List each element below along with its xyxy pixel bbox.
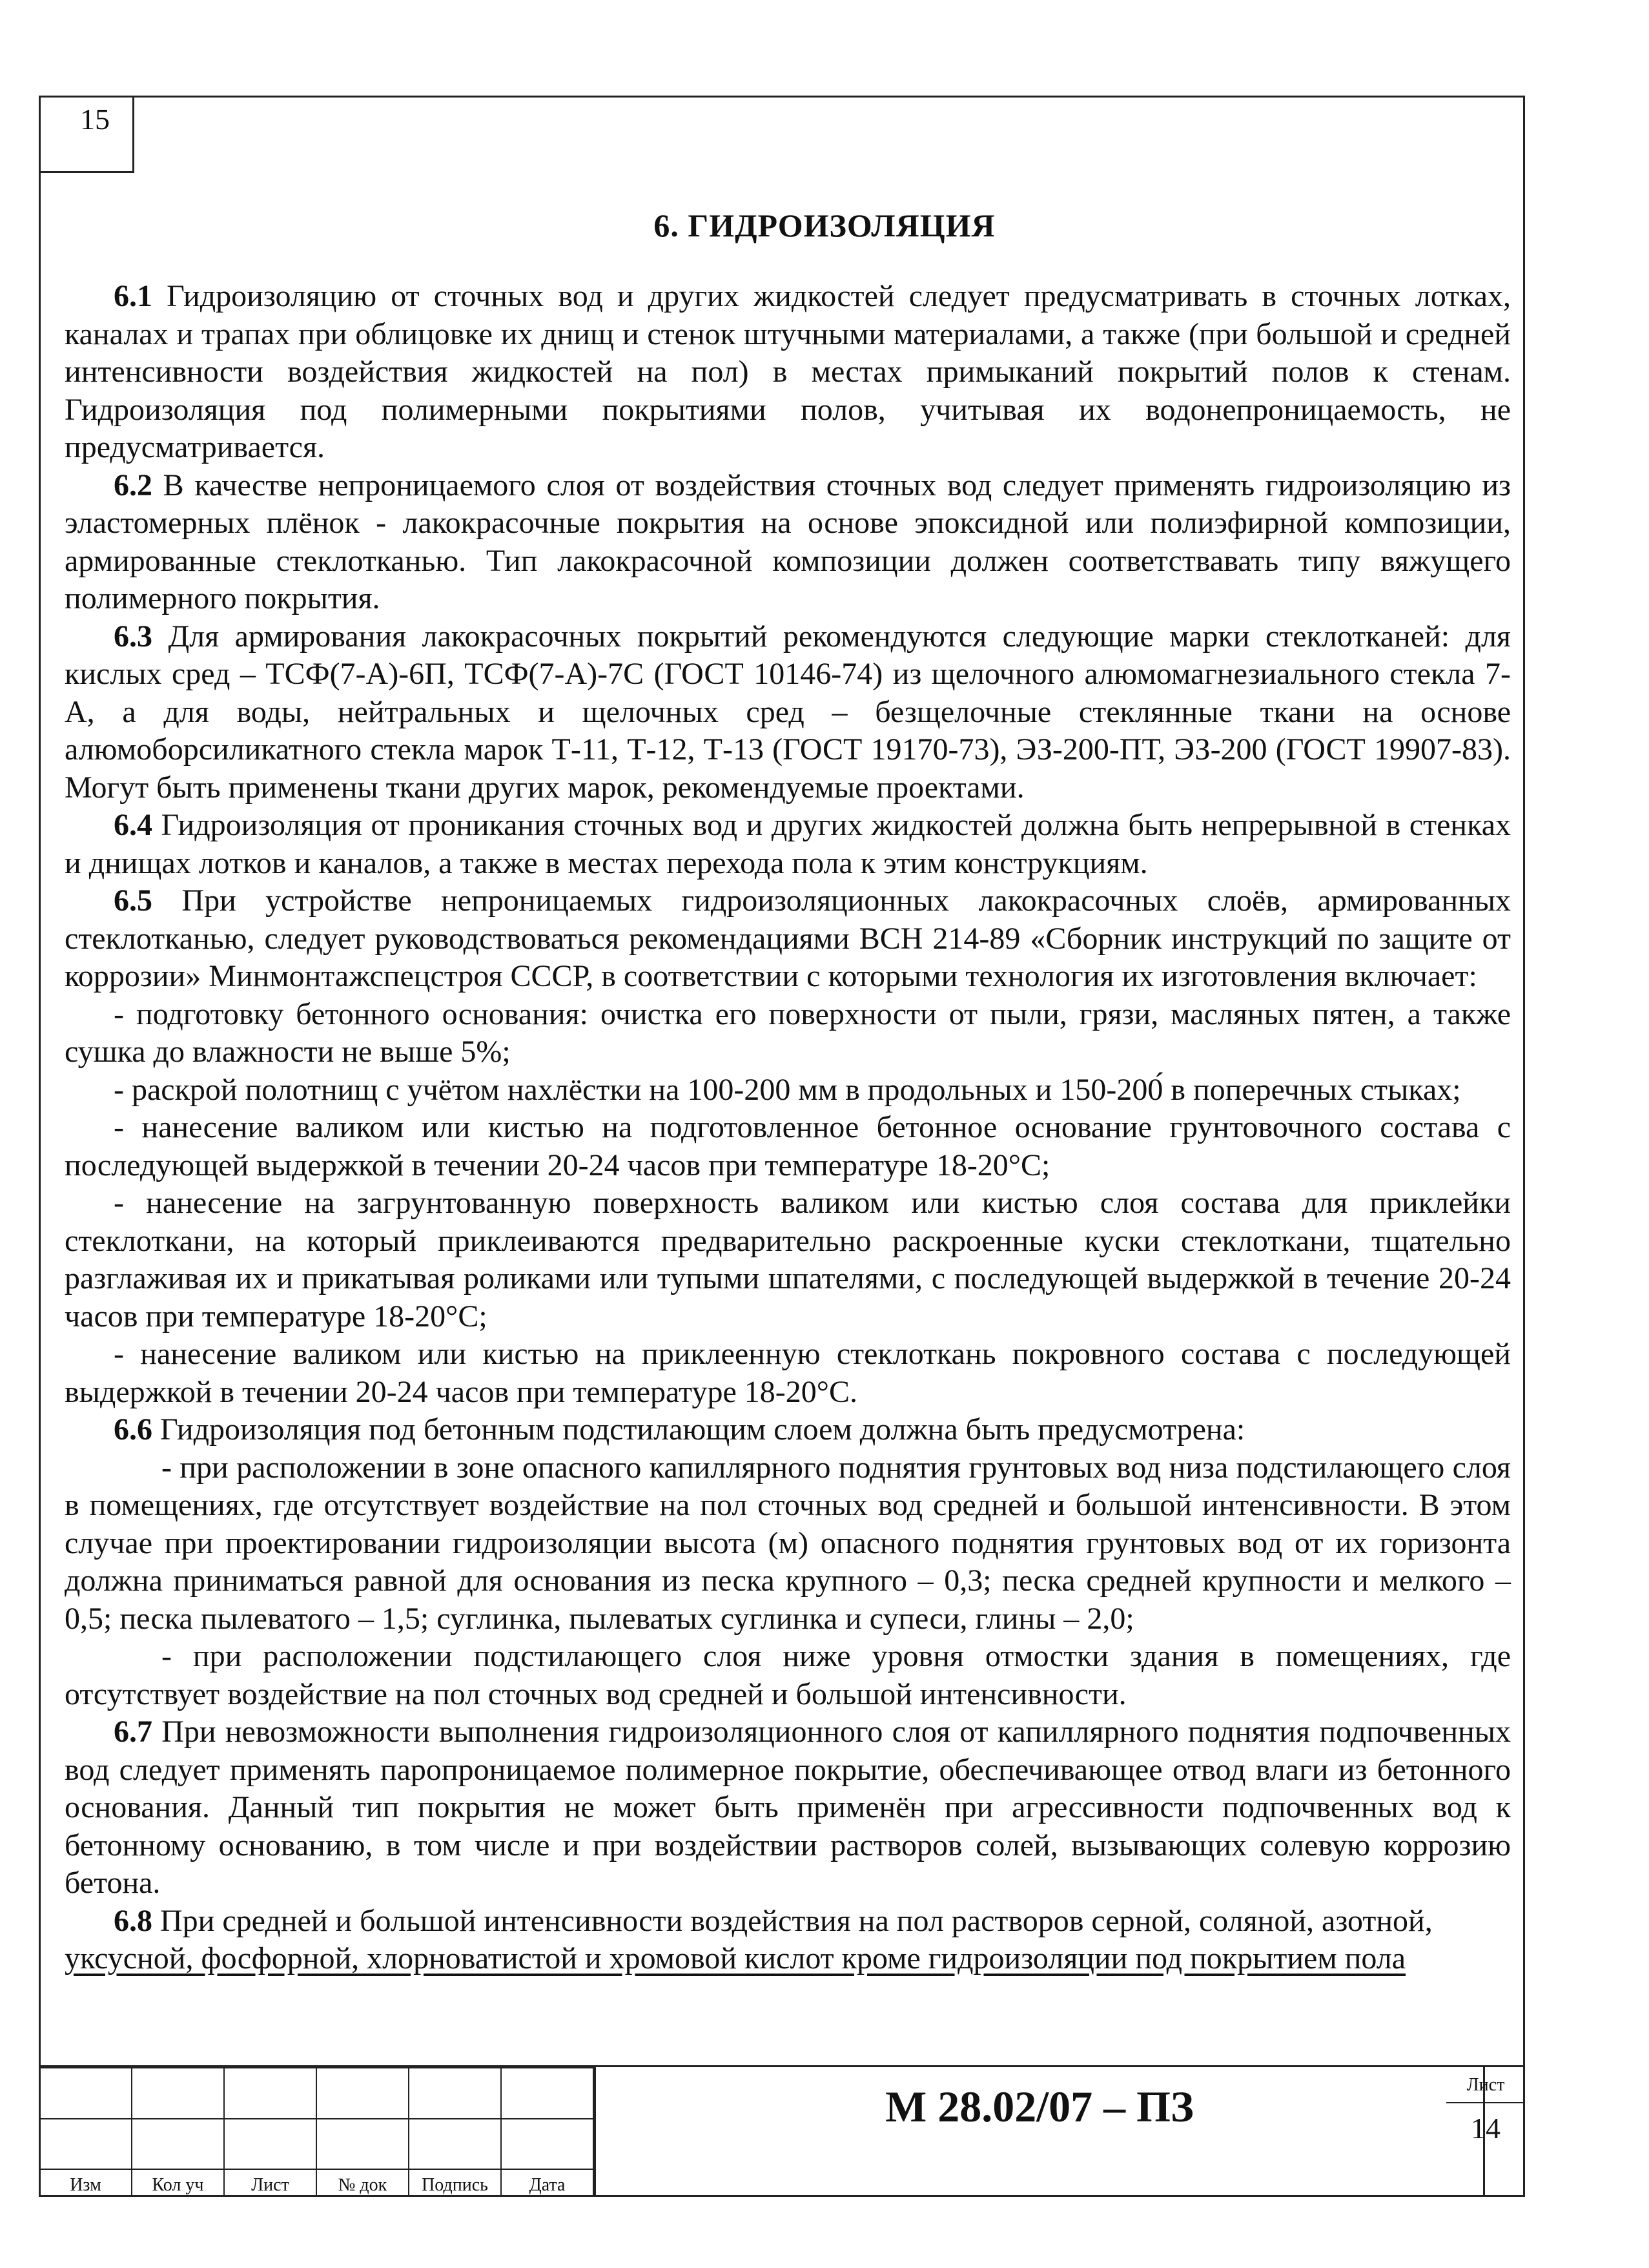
corner-page-number: 15: [39, 96, 134, 173]
section-body: [65, 278, 1511, 1978]
paragraph-text: В качестве непроницаемого слоя от воздействия сточных вод следует применять гидроизоляцию из эластомерных плёнок - лакокрасочные покрытия на основе эпоксидной или полиэфирной композиции, армированные стеклотканью. Тип лакокрасочной композиции должен соответствавать типу вяжущего полимерного покрытия.: [65, 468, 1511, 615]
list-item: - нанесение на загрунтованную поверхность валиком или кистью слоя состава для приклейки стеклоткани, на который приклеиваются предварительно раскроенные куски стеклоткани, тщательно разглаживая их и прикатывая роликами или тупыми шпателями, с последующей выдержкой в течение 20-24 часов при температуре 18-20°С;: [65, 1186, 1511, 1334]
stamp-label-signature: Подпись: [409, 2169, 501, 2196]
paragraph-text: При невозможности выполнения гидроизоляционного слоя от капиллярного поднятия подпочвенных вод следует применять паропроницаемое полимерное покрытие, обеспечивающее отвод влаги из бетонного основания. Данный тип покрытия не может быть применён при агрессивности подпочвенных вод к бетонному основанию, в том числе и при воздействии растворов солей, вызывающих солевую коррозию бетона.: [65, 1715, 1511, 1900]
paragraph-number: 6.5: [114, 883, 152, 918]
title-block-stamp: [39, 2065, 1525, 2197]
paragraph-number: 6.2: [114, 468, 152, 502]
sheet-label: Лист: [1446, 2067, 1525, 2103]
paragraph-6-2: [65, 467, 1511, 618]
paragraph-text: уксусной, фосфорной, хлорноватистой и хромовой кислот кроме гидроизоляции под покрытием пола: [65, 1941, 1406, 1975]
stamp-label-izm: Изм: [39, 2169, 132, 2196]
list-item: - при расположении в зоне опасного капиллярного поднятия грунтовых вод низа подстилающего слоя в помещениях, где отсутствует воздействие на пол сточных вод средней и большой интенсивности. В этом случае при проектировании гидроизоляции высота (м) опасного поднятия грунтовых вод от их горизонта должна приниматься равной для основания из песка крупного – 0,3; песка средней крупности и мелкого – 0,5; песка пылеватого – 1,5; суглинка, пылеватых суглинка и супеси, глины – 2,0;: [65, 1450, 1511, 1636]
stamp-label-list: Лист: [224, 2169, 316, 2196]
paragraph-text: Гидроизоляцию от сточных вод и других жидкостей следует предусматривать в сточных лотках, каналах и трапах при облицовке их днищ и стенок штучными материалами, а также (при большой и средней интенсивности воздействия жидкостей на пол) в местах примыканий покрытий полов к стенам. Гидроизоляция под полимерными покрытиями полов, учитывая их водонепроницаемость, не предусматривается.: [65, 279, 1511, 464]
paragraph-text: Гидроизоляция от проникания сточных вод и других жидкостей должна быть непрерывной в стенках и днищах лотков и каналов, а также в местах перехода пола к этим конструкциям.: [65, 808, 1511, 880]
list-item: - подготовку бетонного основания: очистка его поверхности от пыли, грязи, масляных пятен, а также сушка до влажности не выше 5%;: [65, 996, 1511, 1069]
list-item: - нанесение валиком или кистью на приклеенную стеклоткань покровного состава с последующей выдержкой в течении 20-24 часов при температуре 18-20°С.: [65, 1337, 1511, 1409]
paragraph-6-5: [65, 882, 1511, 996]
paragraph-6-7: [65, 1713, 1511, 1902]
revision-table: [39, 2067, 594, 2197]
paragraph-text: Для армирования лакокрасочных покрытий рекомендуются следующие марки стеклотканей: для кислых сред – ТСФ(7-А)-6П, ТСФ(7-А)-7С (ГОСТ 10146-74) из щелочного алюмомагнезиального стекла 7-А, а для воды, нейтральных и щелочных сред – безщелочные стеклянные ткани на основе алюмоборсиликатного стекла марок Т-11, Т-12, Т-13 (ГОСТ 19170-73), ЭЗ-200-ПТ, ЭЗ-200 (ГОСТ 19907-83). Могут быть применены ткани других марок, рекомендуемые проектами.: [65, 619, 1511, 805]
paragraph-number: 6.7: [114, 1715, 152, 1749]
paragraph-number: 6.1: [114, 279, 152, 313]
paragraph-text: При устройстве непроницаемых гидроизоляционных лакокрасочных слоёв, армированных стеклотканью, следует руководствоваться рекомендациями ВСН 214-89 «Сборник инструкций по защите от коррозии» Минмонтажспецстроя СССР, в соответствии с которыми технология их изготовления включает:: [65, 883, 1511, 993]
paragraph-text: При средней и большой интенсивности воздействия на пол растворов серной, соляной, азотной,: [152, 1903, 1433, 1938]
section-title: 6. ГИДРОИЗОЛЯЦИЯ: [653, 207, 996, 243]
paragraph-6-8: [65, 1902, 1511, 1941]
paragraph-number: 6.6: [114, 1412, 152, 1447]
paragraph-6-1: [65, 278, 1511, 467]
document-code: М 28.02/07 – ПЗ: [594, 2067, 1485, 2197]
paragraph-6-3: [65, 618, 1511, 807]
stamp-label-date: Дата: [501, 2169, 593, 2196]
stamp-label-kol-uch: Кол уч: [132, 2169, 224, 2196]
paragraph-6-4: [65, 807, 1511, 882]
stamp-label-doc-no: № док: [316, 2169, 409, 2196]
paragraph-number: 6.3: [114, 619, 152, 654]
paragraph-number: 6.8: [114, 1903, 152, 1938]
list-item: - нанесение валиком или кистью на подготовленное бетонное основание грунтовочного состава с последующей выдержкой в течении 20-24 часов при температуре 18-20°С;: [65, 1110, 1511, 1182]
list-item: - при расположении подстилающего слоя ниже уровня отмостки здания в помещениях, где отсутствует воздействие на пол сточных вод средней и большой интенсивности.: [65, 1639, 1511, 1711]
paragraph-text: Гидроизоляция под бетонным подстилающим слоем должна быть предусмотрена:: [152, 1412, 1245, 1447]
paragraph-6-6: [65, 1411, 1511, 1449]
sheet-box: [1446, 2067, 1525, 2197]
paragraph-number: 6.4: [114, 808, 152, 842]
sheet-number: 14: [1471, 2112, 1500, 2145]
list-item: - раскрой полотнищ с учётом нахлёстки на 100-200 мм в продольных и 150-200́ в поперечных стыках;: [114, 1072, 1461, 1107]
paragraph-6-8-last-line: [65, 1940, 1511, 1978]
